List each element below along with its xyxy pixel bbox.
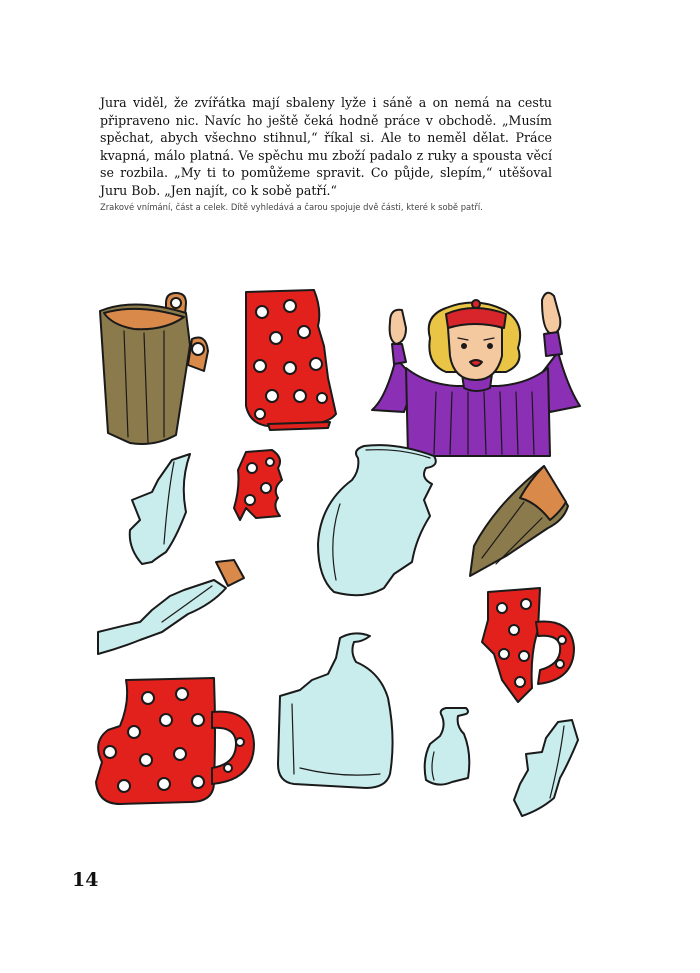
jura-boy-icon xyxy=(366,288,588,458)
polka-mug-icon[interactable] xyxy=(88,672,258,810)
story-text: Jura viděl, že zvířátka mají sbaleny lyže i sáně a on nemá na cestu připraveno nic. Navíc ho ještě čeká hodně práce v obchodě. „Musím spěchat, abych všechno stihnul,“ říkal si. Ale to neměl dělat. Práce kvapná, málo platná. Ve spěchu mu zboží padalo z ruky a spousta věcí se rozbila. „My ti to pomůžeme spravit. Co půjde, slepím,“ utěšoval Juru Bob. „Jen najít, co k sobě patří.“ xyxy=(100,95,552,198)
polka-mug-piece-icon[interactable] xyxy=(474,584,580,710)
glass-shard-right-icon[interactable] xyxy=(510,718,582,820)
polka-boot-piece-icon[interactable] xyxy=(232,448,288,524)
bucket-piece-icon[interactable] xyxy=(466,462,574,580)
glass-jar-icon[interactable] xyxy=(270,628,404,792)
polka-boot-icon[interactable] xyxy=(238,286,342,432)
glass-vase-icon[interactable] xyxy=(312,440,450,604)
cork-bottle-icon[interactable] xyxy=(92,556,250,656)
wooden-bucket-icon[interactable] xyxy=(94,285,216,450)
page-number: 14 xyxy=(72,869,99,891)
glass-shard-icon[interactable] xyxy=(124,452,194,570)
small-bottle-icon[interactable] xyxy=(418,704,478,790)
exercise-caption: Zrakové vnímání, část a celek. Dítě vyhledává a čarou spojuje dvě části, které k sobě patří. xyxy=(100,202,483,212)
